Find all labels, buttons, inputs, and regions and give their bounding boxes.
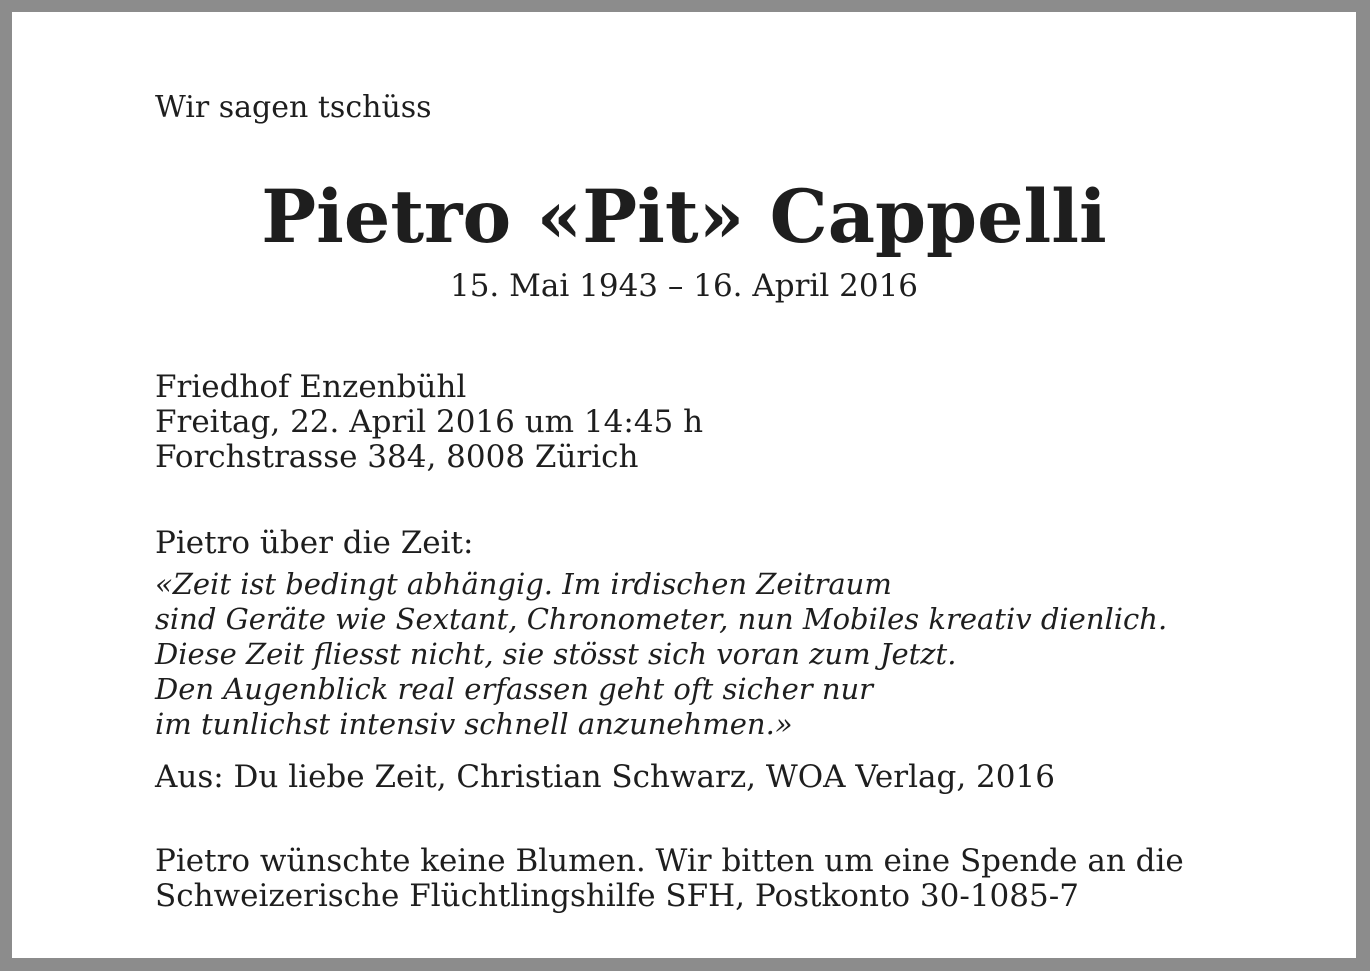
funeral-details: [155, 370, 703, 475]
donation-line: Pietro wünschte keine Blumen. Wir bitten um eine Spende an die: [155, 843, 1184, 879]
life-dates: 15. Mai 1943 – 16. April 2016: [449, 268, 919, 304]
quote-text: [155, 567, 1167, 742]
intro-text: Wir sagen tschüss: [155, 90, 432, 125]
donation-request: [155, 844, 1184, 914]
cemetery-address: Forchstrasse 384, 8008 Zürich: [155, 439, 639, 475]
cemetery-name: Friedhof Enzenbühl: [155, 369, 467, 405]
obituary-notice: [12, 12, 1356, 958]
donation-line: Schweizerische Flüchtlingshilfe SFH, Postkonto 30-1085-7: [155, 878, 1079, 914]
quote-line: Den Augenblick real erfassen geht oft sicher nur: [155, 672, 874, 706]
deceased-name: Pietro «Pit» Cappelli: [261, 174, 1107, 260]
quote-line: «Zeit ist bedingt abhängig. Im irdischen Zeitraum: [155, 567, 892, 601]
quote-line: sind Geräte wie Sextant, Chronometer, nun Mobiles kreativ dienlich.: [155, 602, 1168, 636]
quote-line: im tunlichst intensiv schnell anzunehmen.»: [155, 707, 793, 741]
quote-source: Aus: Du liebe Zeit, Christian Schwarz, WOA Verlag, 2016: [155, 759, 1055, 795]
funeral-date-time: Freitag, 22. April 2016 um 14:45 h: [155, 404, 704, 440]
quote-line: Diese Zeit fliesst nicht, sie stösst sich voran zum Jetzt.: [155, 637, 957, 671]
quote-introduction: Pietro über die Zeit:: [155, 525, 474, 561]
